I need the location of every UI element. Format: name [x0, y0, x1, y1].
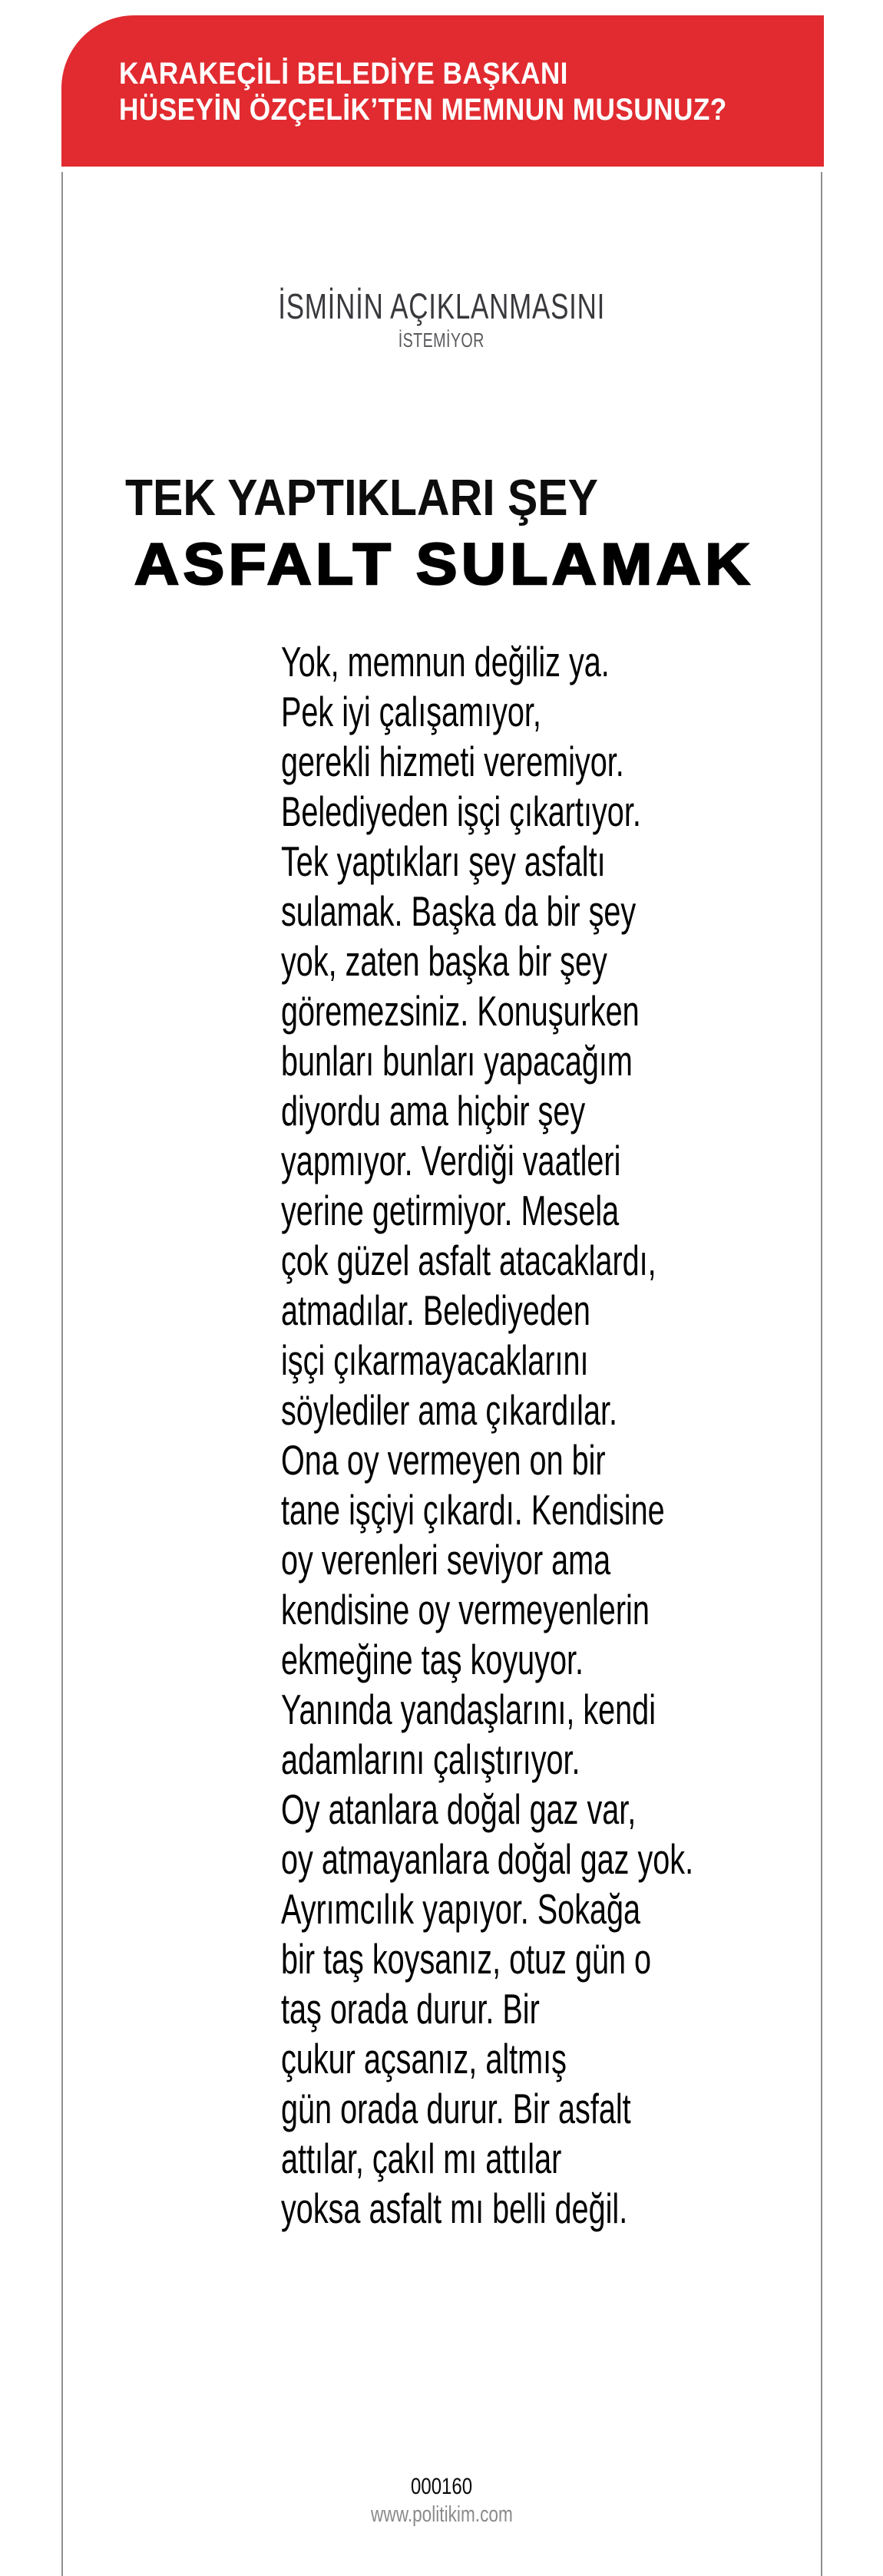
quote-line: bir taş koysanız, otuz gün o — [281, 1935, 652, 1983]
left-border-line — [61, 172, 63, 2576]
quote-line: tane işçiyi çıkardı. Kendisine — [281, 1486, 665, 1534]
quote-line: diyordu ama hiçbir şey — [281, 1087, 586, 1134]
quote-line: bunları bunları yapacağım — [281, 1037, 633, 1085]
quote-line: Belediyeden işçi çıkartıyor. — [281, 788, 641, 835]
quote-line: çok güzel asfalt atacaklardı, — [281, 1237, 656, 1284]
record-number: 000160 — [410, 2474, 473, 2499]
quote-line: çukur açsanız, altmış — [281, 2035, 567, 2082]
right-border-line — [821, 172, 822, 2576]
footer-site-wrap — [0, 2502, 883, 2528]
question-banner — [61, 15, 824, 167]
quote-line: ekmeğine taş koyuyor. — [281, 1636, 584, 1683]
quote-line: Ona oy vermeyen on bir — [281, 1436, 606, 1484]
quote-line: yerine getirmiyor. Mesela — [281, 1187, 620, 1234]
question-line-1: KARAKEÇİLİ BELEDİYE BAŞKANI — [119, 57, 568, 91]
quote-line: taş orada durur. Bir — [281, 1985, 540, 2033]
question-banner-text — [119, 56, 727, 128]
quote-line: Ayrımcılık yapıyor. Sokağa — [281, 1885, 641, 1933]
quote-text — [281, 637, 693, 2234]
quote-line: Yok, memnun değiliz ya. — [281, 638, 610, 685]
respondent-sub: İSTEMİYOR — [398, 329, 485, 352]
quote-line: Oy atanlara doğal gaz var, — [281, 1785, 637, 1833]
quote-line: sulamak. Başka da bir şey — [281, 887, 637, 935]
quote-line: işçi çıkarmayacaklarını — [281, 1336, 589, 1384]
quote-line: gün orada durur. Bir asfalt — [281, 2085, 631, 2132]
quote-line: atmadılar. Belediyeden — [281, 1286, 590, 1334]
quote-line: gerekli hizmeti veremiyor. — [281, 738, 624, 785]
quote-line: yoksa asfalt mı belli değil. — [281, 2185, 628, 2232]
quote-line: göremezsiniz. Konuşurken — [281, 987, 640, 1035]
quote-line: yapmıyor. Verdiği vaatleri — [281, 1137, 621, 1184]
respondent-name: İSMİNİN AÇIKLANMASINI — [278, 286, 605, 326]
website-url: www.politikim.com — [370, 2502, 513, 2527]
respondent-block — [0, 286, 883, 352]
quote-line: Pek iyi çalışamıyor, — [281, 688, 541, 735]
respondent-sub-wrap — [0, 329, 883, 352]
quote-line: yok, zaten başka bir şey — [281, 937, 607, 985]
quote-line: attılar, çakıl mı attılar — [281, 2135, 562, 2182]
quote-line: Tek yaptıkları şey asfaltı — [281, 837, 606, 885]
headline-line-1: TEK YAPTIKLARI ŞEY — [125, 469, 598, 527]
question-line-2: HÜSEYİN ÖZÇELİK’TEN MEMNUN MUSUNUZ? — [119, 93, 727, 127]
quote-line: oy atmayanlara doğal gaz yok. — [281, 1835, 694, 1883]
quote-line: Yanında yandaşlarını, kendi — [281, 1686, 656, 1733]
quote-line: oy verenleri seviyor ama — [281, 1536, 611, 1584]
headline-line-2: ASFALT SULAMAK — [134, 532, 754, 597]
quote-line: adamlarını çalıştırıyor. — [281, 1735, 580, 1783]
quote-line: söylediler ama çıkardılar. — [281, 1386, 617, 1434]
quote-line: kendisine oy vermeyenlerin — [281, 1586, 650, 1633]
headline-block — [125, 469, 754, 597]
footer — [0, 2473, 883, 2528]
